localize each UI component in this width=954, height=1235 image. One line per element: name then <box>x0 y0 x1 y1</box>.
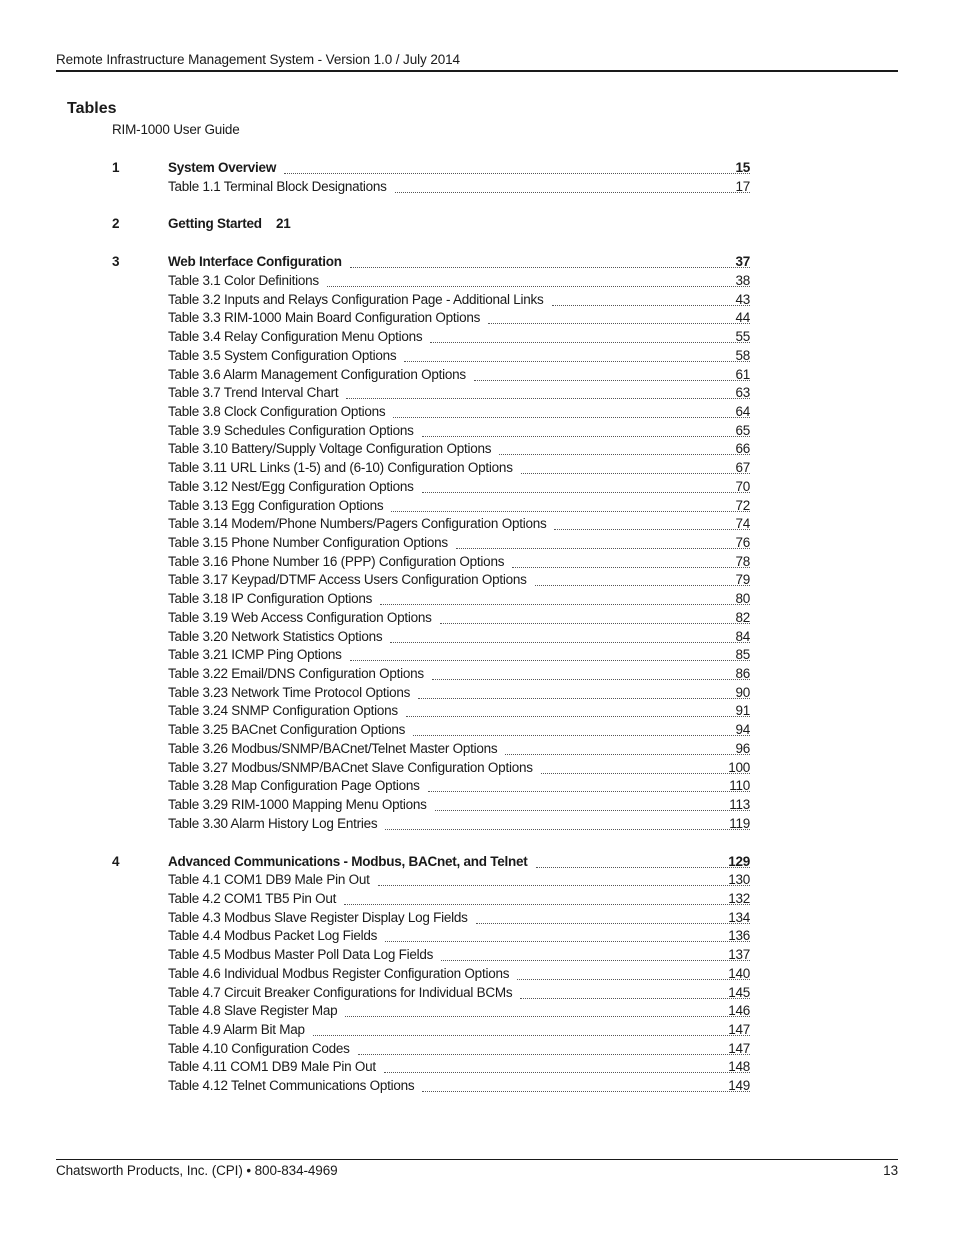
toc-table-row[interactable] <box>0 927 954 945</box>
dot-leader <box>441 960 750 961</box>
chapter-number: 4 <box>112 853 120 869</box>
dot-leader <box>350 267 750 268</box>
table-page[interactable]: 85 <box>735 647 750 663</box>
table-title[interactable]: Table 3.9 Schedules Configuration Options <box>168 422 418 440</box>
chapter-title[interactable]: Advanced Communications - Modbus, BACnet, and Telnet <box>168 853 532 871</box>
table-page[interactable]: 58 <box>735 347 750 363</box>
dot-leader <box>404 361 750 362</box>
table-page[interactable]: 110 <box>729 778 750 794</box>
toc-table-row[interactable] <box>0 628 954 646</box>
toc-table-row[interactable] <box>0 1021 954 1039</box>
chapter-page[interactable]: 129 <box>728 853 750 869</box>
toc-table-row[interactable] <box>0 571 954 589</box>
table-page[interactable]: 134 <box>728 909 750 925</box>
dot-leader <box>505 754 750 755</box>
table-title[interactable]: Table 3.1 Color Definitions <box>168 272 323 290</box>
table-title[interactable]: Table 3.18 IP Configuration Options <box>168 590 376 608</box>
chapter-number: 2 <box>112 216 120 232</box>
toc-table-row[interactable] <box>0 515 954 533</box>
table-title[interactable]: Table 4.9 Alarm Bit Map <box>168 1021 309 1039</box>
table-page[interactable]: 17 <box>735 178 750 194</box>
table-title[interactable]: Table 3.26 Modbus/SNMP/BACnet/Telnet Master Options <box>168 740 501 758</box>
toc-table-row[interactable] <box>0 1077 954 1095</box>
table-page[interactable]: 145 <box>728 984 750 1000</box>
dot-leader <box>488 323 750 324</box>
page-footer <box>56 1159 898 1178</box>
table-title[interactable]: Table 4.4 Modbus Packet Log Fields <box>168 927 381 945</box>
table-page[interactable]: 90 <box>735 684 750 700</box>
table-page[interactable]: 64 <box>735 403 750 419</box>
dot-leader <box>395 192 750 193</box>
table-page[interactable]: 132 <box>728 890 750 906</box>
dot-leader <box>512 567 750 568</box>
table-page[interactable]: 76 <box>735 535 750 550</box>
dot-leader <box>432 679 750 680</box>
chapter-page[interactable]: 37 <box>735 254 750 270</box>
table-title[interactable]: Table 3.21 ICMP Ping Options <box>168 646 346 664</box>
toc-chapter-row[interactable] <box>0 215 954 233</box>
toc-table-row[interactable] <box>0 984 954 1002</box>
toc-table-row[interactable] <box>0 384 954 402</box>
table-page[interactable]: 130 <box>728 872 750 888</box>
toc-table-row[interactable] <box>0 740 954 758</box>
toc-table-row[interactable] <box>0 553 954 571</box>
table-title[interactable]: Table 3.24 SNMP Configuration Options <box>168 702 402 720</box>
table-page[interactable]: 72 <box>735 497 750 513</box>
toc-table-row[interactable] <box>0 946 954 964</box>
table-page[interactable]: 94 <box>735 722 750 738</box>
dot-leader <box>346 398 750 399</box>
toc-table-row[interactable] <box>0 590 954 608</box>
document-subtitle: RIM-1000 User Guide <box>112 122 240 137</box>
chapter-title[interactable]: Getting Started <box>168 215 266 233</box>
table-title[interactable]: Table 3.17 Keypad/DTMF Access Users Configuration Options <box>168 571 531 589</box>
dot-leader <box>440 623 750 624</box>
dot-leader <box>521 473 750 474</box>
dot-leader <box>378 885 750 886</box>
toc-table-row[interactable] <box>0 815 954 833</box>
toc-chapter-row[interactable] <box>0 159 954 177</box>
table-page[interactable]: 86 <box>735 666 750 681</box>
dot-leader <box>474 380 750 381</box>
toc-table-row[interactable] <box>0 665 954 683</box>
toc-chapter-row[interactable] <box>0 253 954 271</box>
toc-table-row[interactable] <box>0 646 954 664</box>
table-title[interactable]: Table 4.7 Circuit Breaker Configurations for Individual BCMs <box>168 984 516 1002</box>
toc-table-row[interactable] <box>0 777 954 795</box>
dot-leader <box>350 660 750 661</box>
dot-leader <box>428 791 750 792</box>
table-title[interactable]: Table 3.22 Email/DNS Configuration Options <box>168 665 428 683</box>
table-title[interactable]: Table 3.12 Nest/Egg Configuration Options <box>168 478 418 496</box>
table-title[interactable]: Table 3.25 BACnet Configuration Options <box>168 721 409 739</box>
table-page[interactable]: 96 <box>735 740 750 756</box>
table-page[interactable]: 74 <box>735 516 750 532</box>
dot-leader <box>552 305 750 306</box>
toc-table-row[interactable] <box>0 871 954 889</box>
dot-leader <box>344 904 750 905</box>
table-page[interactable]: 78 <box>735 553 750 569</box>
table-page[interactable]: 84 <box>735 628 750 644</box>
dot-leader <box>476 923 750 924</box>
toc-table-row[interactable] <box>0 1040 954 1058</box>
toc-table-row[interactable] <box>0 459 954 477</box>
table-title[interactable]: Table 4.1 COM1 DB9 Male Pin Out <box>168 871 374 889</box>
table-title[interactable]: Table 4.10 Configuration Codes <box>168 1040 354 1058</box>
table-title[interactable]: Table 3.5 System Configuration Options <box>168 347 400 365</box>
dot-leader <box>406 716 750 717</box>
chapter-number: 3 <box>112 254 120 270</box>
page-title: Tables <box>67 100 117 117</box>
dot-leader <box>435 810 750 811</box>
dot-leader <box>422 436 750 437</box>
table-title[interactable]: Table 3.6 Alarm Management Configuration Options <box>168 366 470 384</box>
toc-table-row[interactable] <box>0 291 954 309</box>
dot-leader <box>536 867 750 868</box>
table-title[interactable]: Table 4.11 COM1 DB9 Male Pin Out <box>168 1058 380 1076</box>
dot-leader <box>327 286 750 287</box>
table-title[interactable]: Table 3.11 URL Links (1-5) and (6-10) Configuration Options <box>168 459 517 477</box>
table-title[interactable]: Table 3.8 Clock Configuration Options <box>168 403 389 421</box>
dot-leader <box>520 998 750 999</box>
table-page[interactable]: 63 <box>735 385 750 401</box>
toc-table-row[interactable] <box>0 965 954 983</box>
toc-table-row[interactable] <box>0 702 954 720</box>
table-title[interactable]: Table 4.12 Telnet Communications Options <box>168 1077 418 1095</box>
table-page[interactable]: 91 <box>735 703 750 719</box>
table-title[interactable]: Table 3.4 Relay Configuration Menu Options <box>168 328 426 346</box>
table-title[interactable]: Table 3.30 Alarm History Log Entries <box>168 815 381 833</box>
toc-table-row[interactable] <box>0 272 954 290</box>
chapter-page[interactable]: 15 <box>735 160 750 175</box>
table-page[interactable]: 100 <box>728 759 750 775</box>
table-page[interactable]: 146 <box>728 1003 750 1019</box>
toc-table-row[interactable] <box>0 759 954 777</box>
table-page[interactable]: 70 <box>735 478 750 494</box>
toc-table-row[interactable] <box>0 440 954 458</box>
table-title[interactable]: Table 3.28 Map Configuration Page Options <box>168 777 424 795</box>
running-header: Remote Infrastructure Management System - Version 1.0 / July 2014 <box>56 52 898 72</box>
dot-leader <box>385 829 750 830</box>
dot-leader <box>413 735 750 736</box>
dot-leader <box>517 979 750 980</box>
table-title[interactable]: Table 3.29 RIM-1000 Mapping Menu Options <box>168 796 431 814</box>
table-title[interactable]: Table 3.16 Phone Number 16 (PPP) Configuration Options <box>168 553 508 571</box>
table-title[interactable]: Table 4.3 Modbus Slave Register Display Log Fields <box>168 909 472 927</box>
toc-table-row[interactable] <box>0 309 954 327</box>
toc-table-row[interactable] <box>0 422 954 440</box>
table-page[interactable]: 147 <box>728 1022 750 1037</box>
dot-leader <box>535 585 750 586</box>
toc-table-row[interactable] <box>0 403 954 421</box>
dot-leader <box>393 417 750 418</box>
toc-table-row[interactable] <box>0 609 954 627</box>
dot-leader <box>358 1054 750 1055</box>
table-title[interactable]: Table 4.6 Individual Modbus Register Configuration Options <box>168 965 513 983</box>
footer-company: Chatsworth Products, Inc. (CPI) • 800-834-4969 <box>56 1163 338 1178</box>
dot-leader <box>554 529 750 530</box>
table-title[interactable]: Table 3.20 Network Statistics Options <box>168 628 386 646</box>
table-page[interactable]: 79 <box>735 572 750 588</box>
table-title[interactable]: Table 3.19 Web Access Configuration Options <box>168 609 436 627</box>
dot-leader <box>345 1016 750 1017</box>
dot-leader <box>284 173 750 174</box>
table-page[interactable]: 147 <box>728 1040 750 1056</box>
table-page[interactable]: 137 <box>728 947 750 963</box>
table-title[interactable]: Table 3.23 Network Time Protocol Options <box>168 684 414 702</box>
table-title[interactable]: Table 4.5 Modbus Master Poll Data Log Fields <box>168 946 437 964</box>
table-title[interactable]: Table 3.7 Trend Interval Chart <box>168 384 342 402</box>
table-title[interactable]: Table 3.14 Modem/Phone Numbers/Pagers Configuration Options <box>168 515 550 533</box>
table-page[interactable]: 136 <box>728 928 750 944</box>
table-page[interactable]: 43 <box>735 291 750 307</box>
table-page[interactable]: 113 <box>729 797 750 812</box>
toc-table-row[interactable] <box>0 890 954 908</box>
table-page[interactable]: 80 <box>735 591 750 607</box>
table-page[interactable]: 66 <box>735 441 750 457</box>
table-page[interactable]: 44 <box>735 310 750 326</box>
toc-table-row[interactable] <box>0 909 954 927</box>
table-title[interactable]: Table 3.3 RIM-1000 Main Board Configuration Options <box>168 309 484 327</box>
table-page[interactable]: 67 <box>735 460 750 476</box>
toc-table-row[interactable] <box>0 478 954 496</box>
chapter-title[interactable]: Web Interface Configuration <box>168 253 346 271</box>
table-title[interactable]: Table 3.27 Modbus/SNMP/BACnet Slave Configuration Options <box>168 759 537 777</box>
chapter-number: 1 <box>112 160 120 175</box>
table-page[interactable]: 140 <box>728 965 750 981</box>
table-title[interactable]: Table 4.8 Slave Register Map <box>168 1002 341 1020</box>
toc-table-row[interactable] <box>0 1058 954 1076</box>
toc-table-row[interactable] <box>0 684 954 702</box>
table-page[interactable]: 55 <box>735 329 750 344</box>
table-page[interactable]: 38 <box>735 272 750 288</box>
dot-leader <box>390 642 750 643</box>
dot-leader <box>418 698 750 699</box>
toc-chapter-row[interactable] <box>0 853 954 871</box>
toc-table-row[interactable] <box>0 721 954 739</box>
dot-leader <box>422 1091 750 1092</box>
chapter-page[interactable]: 21 <box>276 216 291 232</box>
table-title[interactable]: Table 1.1 Terminal Block Designations <box>168 178 391 196</box>
table-title[interactable]: Table 4.2 COM1 TB5 Pin Out <box>168 890 340 908</box>
table-title[interactable]: Table 3.13 Egg Configuration Options <box>168 497 387 515</box>
chapter-title[interactable]: System Overview <box>168 159 280 177</box>
dot-leader <box>380 604 750 605</box>
table-page[interactable]: 149 <box>728 1078 750 1094</box>
table-page[interactable]: 65 <box>735 422 750 438</box>
toc-table-row[interactable] <box>0 497 954 515</box>
table-page[interactable]: 61 <box>735 366 750 382</box>
toc-table-row[interactable] <box>0 178 954 196</box>
dot-leader <box>385 941 750 942</box>
table-title[interactable]: Table 3.2 Inputs and Relays Configuration Page - Additional Links <box>168 291 548 309</box>
page-number: 13 <box>883 1163 898 1178</box>
dot-leader <box>541 773 750 774</box>
dot-leader <box>499 454 750 455</box>
table-page[interactable]: 82 <box>735 609 750 625</box>
dot-leader <box>456 548 750 549</box>
toc-table-row[interactable] <box>0 534 954 552</box>
dot-leader <box>430 342 750 343</box>
dot-leader <box>384 1072 750 1073</box>
toc-table-row[interactable] <box>0 328 954 346</box>
toc-table-row[interactable] <box>0 796 954 814</box>
dot-leader <box>313 1035 750 1036</box>
toc-table-row[interactable] <box>0 366 954 384</box>
table-page[interactable]: 119 <box>729 815 750 831</box>
toc-table-row[interactable] <box>0 1002 954 1020</box>
table-page[interactable]: 148 <box>728 1059 750 1075</box>
table-title[interactable]: Table 3.15 Phone Number Configuration Options <box>168 534 452 552</box>
table-title[interactable]: Table 3.10 Battery/Supply Voltage Configuration Options <box>168 440 495 458</box>
toc-table-row[interactable] <box>0 347 954 365</box>
dot-leader <box>422 492 750 493</box>
dot-leader <box>391 511 750 512</box>
